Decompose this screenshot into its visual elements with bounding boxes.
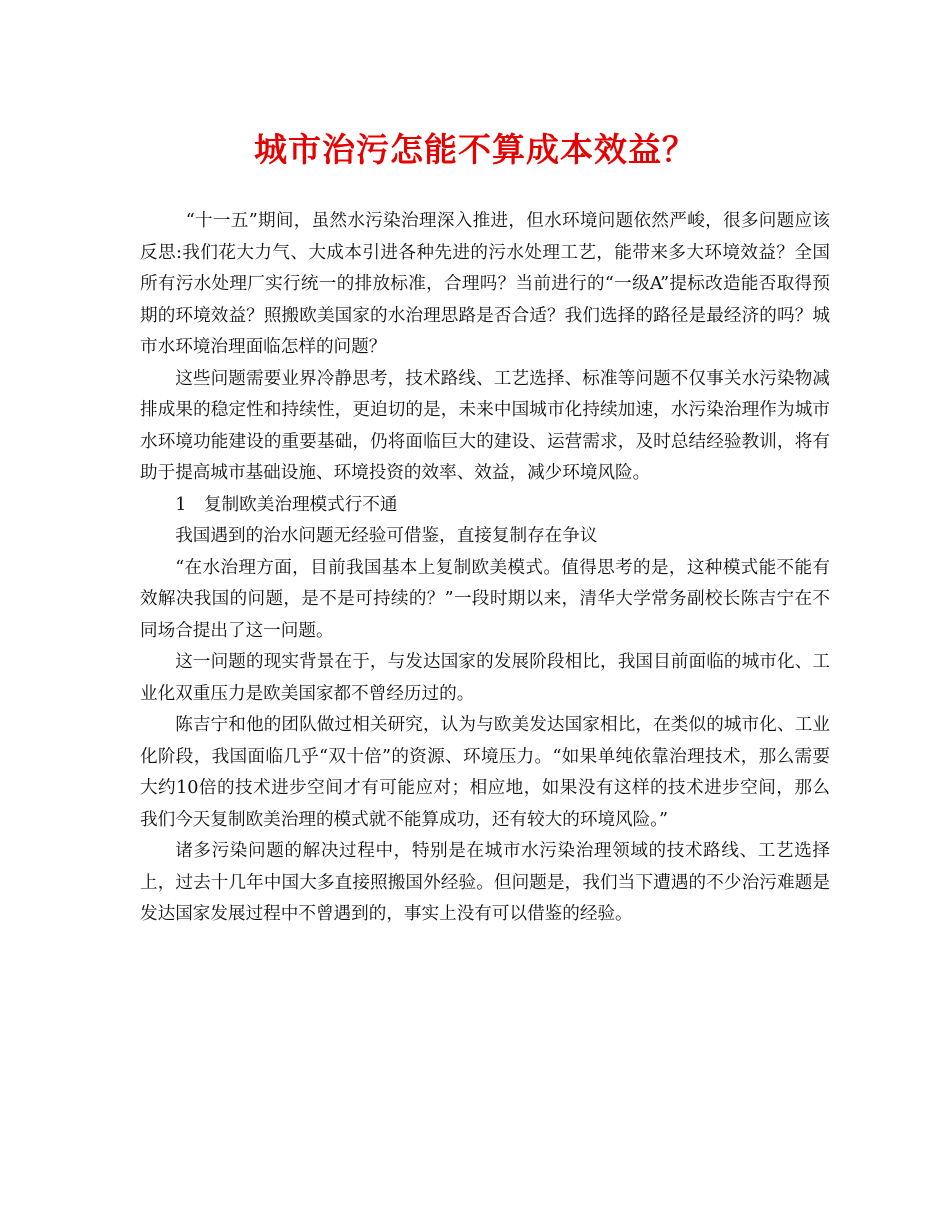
paragraph-research: 陈吉宁和他的团队做过相关研究，认为与欧美发达国家相比，在类似的城市化、工业化阶段，我国面临几乎“双十倍”的资源、环境压力。“如果单纯依靠治理技术，那么需要大约10倍的技术进步空间才有可能应对；相应地，如果没有这样的技术进步空间，那么我们今天复制欧美治理的模式就不能算成功，还有较大的环境风险。” <box>140 715 830 830</box>
paragraph-background: 这一问题的现实背景在于，与发达国家的发展阶段相比，我国目前面临的城市化、工业化双重压力是欧美国家都不曾经历过的。 <box>140 652 830 704</box>
paragraph-conclusion: 诸多污染问题的解决过程中，特别是在城市水污染治理领域的技术路线、工艺选择上，过去十几年中国大多直接照搬国外经验。但问题是，我们当下遭遇的不少治污难题是发达国家发展过程中不曾遇到的，事实上没有可以借鉴的经验。 <box>140 841 830 924</box>
paragraph-quote: “在水治理方面，目前我国基本上复制欧美模式。值得思考的是，这种模式能不能有效解决我国的问题，是不是可持续的？”一段时期以来，清华大学常务副校长陈吉宁在不同场合提出了这一问题。 <box>140 557 830 641</box>
section-subheading: 我国遇到的治水问题无经验可借鉴，直接复制存在争议 <box>175 526 598 546</box>
page-title: 城市治污怎能不算成本效益？ <box>254 130 696 169</box>
article-body <box>140 206 830 931</box>
section-heading: 1 复制欧美治理模式行不通 <box>175 494 398 515</box>
paragraph-reflection: 这些问题需要业界冷静思考，技术路线、工艺选择、标准等问题不仅事关水污染物减排成果的稳定性和持续性，更迫切的是，未来中国城市化持续加速，水污染治理作为城市水环境功能建设的重要基础，仍将面临巨大的建设、运营需求，及时总结经验教训，将有助于提高城市基础设施、环境投资的效率、效益，减少环境风险。 <box>140 368 830 483</box>
paragraph-intro: “十一五”期间，虽然水污染治理深入推进，但水环境问题依然严峻，很多问题应该反思:我们花大力气、大成本引进各种先进的污水处理工艺，能带来多大环境效益？全国所有污水处理厂实行统一的排放标准，合理吗？当前进行的“一级A”提标改造能否取得预期的环境效益？照搬欧美国家的水治理思路是否合适？我们选择的路径是最经济的吗？城市水环境治理面临怎样的问题？ <box>140 211 830 357</box>
